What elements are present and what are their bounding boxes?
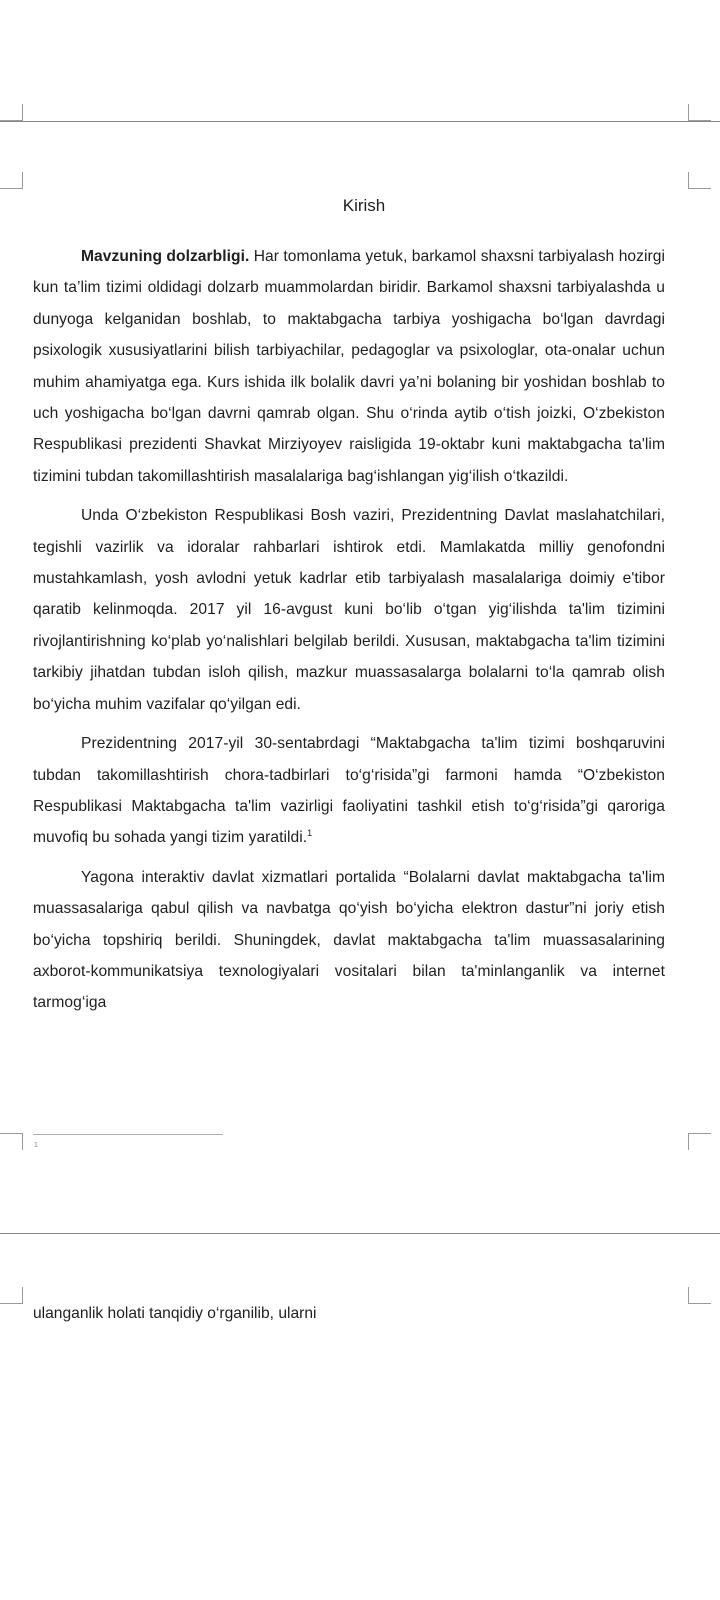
crop-mark-top-left bbox=[0, 104, 23, 121]
paragraph-2-text: Unda O‘zbekiston Respublikasi Bosh vaziri, Prezidentning Davlat maslahatchilari, tegishli vazirlik va idoralar rahbarlari ishtirok etdi. Mamlakatda milliy genofondni mustahkamlash, yosh avlodni yetuk kadrlar etib tarbiyalash masalalariga doimiy e'tibor qaratib kelinmoqda. 2017 yil 16-avgust kuni bo‘lib o‘tgan yig‘ilishda ta'lim tizimini rivojlantirishning ko‘plab yo‘nalishlari belgilab berildi. Xususan, maktabgacha ta'lim tizimini tarkibiy jihatdan tubdan isloh qilish, mazkur muassasalarga bolalarni to‘la qamrab olish bo‘yicha muhim vazifalar qo‘yilgan edi. bbox=[33, 507, 665, 713]
page-1-body bbox=[33, 194, 665, 1019]
paragraph-3 bbox=[33, 728, 665, 854]
crop-mark-margin-left bbox=[0, 172, 23, 189]
document-heading: Kirish bbox=[342, 196, 386, 215]
footnote-number: 1 bbox=[34, 1142, 38, 1149]
footnote-separator bbox=[33, 1134, 223, 1135]
paragraph-4 bbox=[33, 862, 665, 1019]
page-2-text: ulanganlik holati tanqidiy o‘rganilib, ularni bbox=[33, 1305, 317, 1322]
paragraph-4-text: Yagona interaktiv davlat xizmatlari portalida “Bolalarni davlat maktabgacha ta'lim muassasalariga qabul qilish va navbatga qo‘yish bo‘yicha elektron dastur”ni joriy etish bo‘yicha topshiriq berildi. Shuningdek, davlat maktabgacha ta'lim muassasalarining axborot-kommunikatsiya texnologiyalari vositalari bilan ta'minlanganlik va internet tarmog‘iga bbox=[33, 868, 665, 1012]
paragraph-2 bbox=[33, 500, 665, 720]
page-separator-bottom bbox=[0, 1233, 720, 1234]
footnote-reference[interactable]: 1 bbox=[307, 828, 313, 839]
paragraph-1-lead: Mavzuning dolzarbligi. bbox=[81, 248, 250, 265]
crop-mark-top-right bbox=[688, 104, 711, 121]
paragraph-1 bbox=[33, 241, 665, 492]
crop-mark-bottom-left bbox=[0, 1133, 23, 1150]
crop-mark-margin-right bbox=[688, 172, 711, 189]
crop-mark-page2-left bbox=[0, 1287, 23, 1304]
page-separator-top bbox=[0, 121, 720, 122]
crop-mark-page2-right bbox=[688, 1287, 711, 1304]
paragraph-1-text: Har tomonlama yetuk, barkamol shaxsni tarbiyalash hozirgi kun ta’lim tizimi oldidagi dolzarb muammolardan biridir. Barkamol shaxsni tarbiyalashda u dunyoga kelganidan boshlab, to maktabgacha tarbiya yoshigacha bo‘lgan davrdagi psixologik xususiyatlarini bilish tarbiyachilar, pedagoglar va psixologlar, ota-onalar uchun muhim ahamiyatga ega. Kurs ishida ilk bolalik davri ya’ni bolaning bir yoshidan boshlab to uch yoshigacha bo‘lgan davrni qamrab olgan. Shu o‘rinda aytib o‘tish joizki, O‘zbekiston Respublikasi prezidenti Shavkat Mirziyoyev raisligida 19-oktabr kuni maktabgacha ta'lim tizimini tubdan takomillashtirish masalalariga bag‘ishlangan yig‘ilish o‘tkazildi. bbox=[33, 248, 665, 485]
crop-mark-bottom-right bbox=[688, 1133, 711, 1150]
paragraph-3-text: Prezidentning 2017-yil 30-sentabrdagi “Maktabgacha ta'lim tizimi boshqaruvini tubdan takomillashtirish chora-tadbirlari to‘g‘risida”gi farmoni hamda “O‘zbekiston Respublikasi Maktabgacha ta'lim vazirligi faoliyatini tashkil etish to‘g‘risida”gi qaroriga muvofiq bu sohada yangi tizim yaratildi. bbox=[33, 735, 665, 847]
